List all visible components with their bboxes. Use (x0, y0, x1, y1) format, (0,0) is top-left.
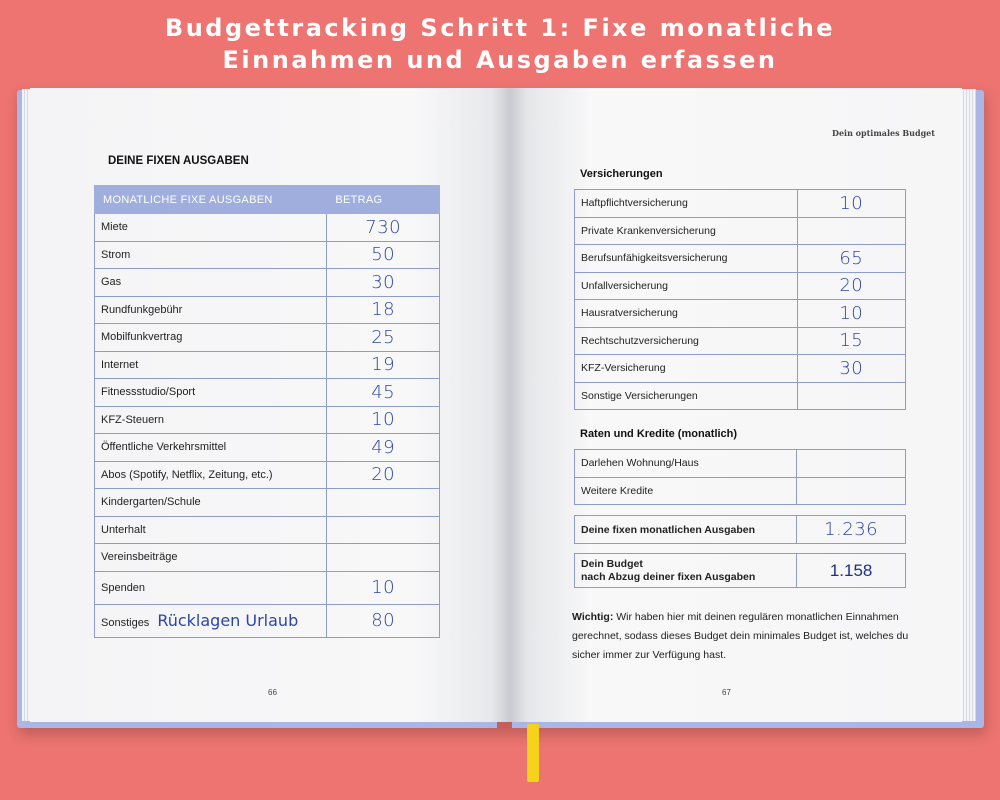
row-amount-cell (327, 604, 440, 637)
row-label: Unterhalt (101, 523, 146, 536)
page-edges-right (960, 89, 976, 721)
total-amount: 1.236 (824, 519, 879, 540)
row-amount-cell (327, 461, 440, 489)
row-label-cell (95, 351, 327, 379)
row-label: Gas (101, 276, 122, 289)
row-label-cell (95, 489, 327, 517)
table-row (95, 516, 440, 544)
row-amount-cell (327, 379, 440, 407)
title-line-2: Einnahmen und Ausgaben erfassen (222, 46, 778, 74)
row-amount: 10 (371, 577, 396, 598)
table-row (95, 296, 440, 324)
row-label: Weitere Kredite (581, 484, 654, 497)
row-label-cell (95, 296, 327, 324)
column-header-amount: BETRAG (327, 186, 440, 214)
table-row (575, 272, 906, 300)
table-row (95, 379, 440, 407)
row-note-handwritten: Rücklagen Urlaub (157, 611, 299, 630)
row-amount: 15 (839, 330, 864, 352)
row-label-cell (95, 214, 327, 242)
insurance-title: Versicherungen (580, 168, 663, 180)
total-row (575, 516, 906, 544)
row-label-cell (95, 241, 327, 269)
row-amount: 20 (839, 275, 864, 297)
row-label: Hausratversicherung (581, 307, 678, 320)
row-amount-cell (797, 245, 905, 273)
table-row (95, 544, 440, 572)
row-label-cell (95, 324, 327, 352)
row-label: Darlehen Wohnung/Haus (581, 457, 699, 470)
budget-amount: 1.158 (829, 560, 873, 580)
important-note (572, 608, 910, 665)
note-bold: Wichtig: (572, 611, 614, 623)
title-line-1: Budgettracking Schritt 1: Fixe monatliche (164, 14, 836, 42)
column-header-expenses: MONATLICHE FIXE AUSGABEN (95, 186, 327, 214)
fixed-expenses-title: DEINE FIXEN AUSGABEN (108, 155, 249, 167)
row-label: Internet (101, 358, 139, 371)
row-amount: 19 (371, 354, 396, 376)
row-label-cell (575, 382, 798, 410)
row-amount: 49 (371, 436, 396, 458)
row-label: Sonstige Versicherungen (581, 389, 698, 402)
table-row (575, 450, 906, 478)
row-amount-cell (327, 269, 440, 297)
table-row (95, 489, 440, 517)
row-amount-cell (327, 571, 440, 604)
table-row (575, 190, 906, 218)
page-number-right: 67 (722, 688, 731, 697)
table-header-row (95, 186, 440, 214)
row-label-cell (575, 450, 797, 478)
row-label: Abos (Spotify, Netflix, Zeitung, etc.) (101, 468, 273, 481)
row-label-cell (575, 300, 798, 328)
row-amount-cell (327, 434, 440, 462)
row-amount-cell (327, 351, 440, 379)
row-amount-cell (797, 327, 905, 355)
row-amount: 10 (839, 192, 864, 214)
row-label: Rechtschutzversicherung (581, 334, 699, 347)
row-amount-cell (327, 324, 440, 352)
table-row (95, 461, 440, 489)
row-label: KFZ-Steuern (101, 413, 164, 426)
row-label-cell (95, 604, 327, 637)
row-label-cell (575, 477, 797, 505)
table-row (575, 382, 906, 410)
row-amount-cell (327, 241, 440, 269)
row-label: Mobilfunkvertrag (101, 331, 183, 344)
row-amount-cell (797, 355, 905, 383)
row-label-cell (95, 571, 327, 604)
row-amount-cell (797, 190, 905, 218)
table-row (95, 269, 440, 297)
table-row (95, 351, 440, 379)
row-amount: 18 (371, 299, 396, 321)
row-label: Spenden (101, 581, 146, 594)
row-label: Unfallversicherung (581, 279, 668, 292)
table-row (95, 571, 440, 604)
row-amount-cell (327, 544, 440, 572)
note-text: Wir haben hier mit deinen regulären monatlichen Einnahmen gerechnet, sodass dieses Budget dein minimales Budget ist, welches du sicher immer zur Verfügung hast. (572, 611, 909, 661)
total-label: Deine fixen monatlichen Ausgaben (575, 516, 797, 544)
table-row (575, 355, 906, 383)
row-amount-cell (327, 406, 440, 434)
table-row (95, 214, 440, 242)
table-row (575, 217, 906, 245)
row-amount: 10 (839, 302, 864, 324)
row-label-cell (95, 434, 327, 462)
row-label: Miete (101, 221, 128, 234)
budget-table (574, 553, 906, 588)
row-label-cell (575, 217, 798, 245)
running-header: Dein optimales Budget (832, 128, 935, 138)
row-label-cell (95, 379, 327, 407)
row-label-cell (95, 406, 327, 434)
row-amount: 45 (371, 381, 396, 403)
table-row (95, 241, 440, 269)
row-label: KFZ-Versicherung (581, 362, 666, 375)
table-row-other (95, 604, 440, 637)
row-label-cell (575, 355, 798, 383)
bookmark-ribbon (527, 724, 539, 782)
row-label: Vereinsbeiträge (101, 551, 178, 564)
page-title (0, 12, 1000, 76)
row-label: Fitnessstudio/Sport (101, 386, 196, 399)
row-label-cell (575, 245, 798, 273)
row-amount: 30 (839, 357, 864, 379)
row-label-cell (575, 327, 798, 355)
row-amount: 50 (371, 244, 396, 266)
page-number-left: 66 (268, 688, 277, 697)
row-label: Haftpflichtversicherung (581, 197, 688, 210)
row-label-cell (95, 269, 327, 297)
row-amount-cell (797, 477, 906, 505)
row-amount-cell (327, 516, 440, 544)
row-label-cell (95, 516, 327, 544)
row-amount: 80 (371, 610, 396, 631)
row-amount: 30 (371, 271, 396, 293)
row-amount-cell (797, 382, 905, 410)
table-row (95, 434, 440, 462)
table-row (575, 245, 906, 273)
table-row (95, 324, 440, 352)
row-label: Öffentliche Verkehrsmittel (101, 441, 227, 454)
row-label: Sonstiges (101, 617, 150, 629)
row-amount: 20 (371, 464, 396, 486)
row-amount: 10 (371, 409, 396, 431)
row-amount: 730 (365, 216, 402, 238)
row-label: Rundfunkgebühr (101, 303, 183, 316)
credit-table (574, 449, 906, 505)
row-amount-cell (327, 489, 440, 517)
row-amount-cell (797, 300, 905, 328)
row-label: Private Krankenversicherung (581, 224, 716, 237)
total-amount-cell (797, 516, 906, 544)
fixed-expenses-table (94, 185, 440, 638)
row-label: Kindergarten/Schule (101, 496, 201, 509)
row-amount-cell (797, 217, 905, 245)
row-amount-cell (327, 296, 440, 324)
budget-label-2: nach Abzug deiner fixen Ausgaben (581, 570, 756, 583)
table-row (95, 406, 440, 434)
table-row (575, 300, 906, 328)
row-label-cell (575, 272, 798, 300)
table-row (575, 477, 906, 505)
row-label-cell (95, 544, 327, 572)
credit-title: Raten und Kredite (monatlich) (580, 428, 738, 440)
budget-amount-cell (797, 554, 906, 588)
row-amount-cell (327, 214, 440, 242)
budget-row (575, 554, 906, 588)
row-amount: 65 (839, 247, 864, 269)
row-amount: 25 (371, 326, 396, 348)
row-label-cell (575, 190, 798, 218)
row-label-cell (95, 461, 327, 489)
row-amount-cell (797, 450, 906, 478)
table-row (575, 327, 906, 355)
budget-label-cell (575, 554, 797, 588)
total-table (574, 515, 906, 544)
row-label: Berufsunfähigkeitsversicherung (581, 252, 728, 265)
row-label: Strom (101, 248, 131, 261)
budget-label-1: Dein Budget (581, 557, 643, 570)
row-amount-cell (797, 272, 905, 300)
insurance-table (574, 189, 906, 410)
